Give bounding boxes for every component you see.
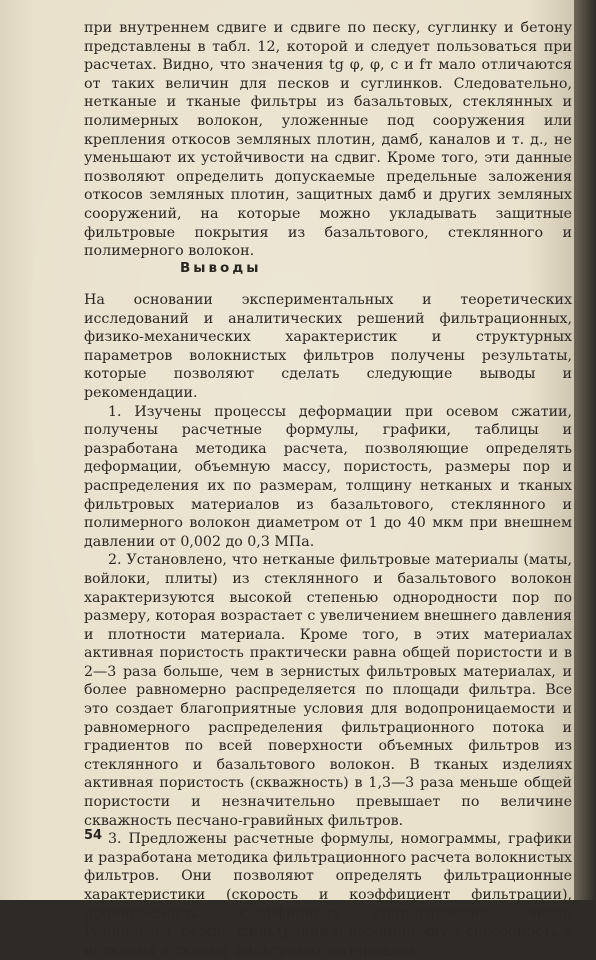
page-edge-shadow [574,0,596,900]
page-number: 54 [84,828,103,843]
intro-paragraph-block [84,19,572,261]
conclusions-block [84,291,572,960]
conclusion-item-2: 2. Установлено, что нетканые фильтровые материалы (маты, войлоки, плиты) из стеклянного и базальтового волокон характеризуются высокой степенью однородности пор по размеру, которая возрастает с увеличением внешнего давления и плотности материала. Кроме того, в этих материалах активная пористость практически равна общей пористости и в 2—3 раза больше, чем в зернистых фильтровых материалах, и более равномерно распределяется по площади фильтра. Все это создает благоприятные условия для водопроницаемости и равномерного распределения фильтрационного потока и градиентов по всей поверхности объемных фильтров из стеклянного и базальтового волокон. В тканых изделиях активная пористость (скважность) в 1,3—3 раза меньше общей пористости и незначительно превышает по величине скважность песчано-гравийных фильтров. [84,552,572,829]
intro-paragraph: при внутреннем сдвиге и сдвиге по песку, суглинку и бетону представлены в табл. 12, которой и следует пользоваться при расчетах. Видно, что значения tg φ, φ, c и fт мало отличаются от таких величин для песков и суглинков. Следовательно, нетканые и тканые фильтры из базальтовых, стеклянных и полимерных волокон, уложенные под сооружения или крепления откосов земляных плотин, дамб, каналов и т. д., не уменьшают их устойчивости на сдвиг. Кроме того, эти данные позволяют определить допускаемые предельные заложения откосов земляных плотин, защитных дамб и других земляных сооружений, на которые можно укладывать защитные фильтровые покрытия из базальтового, стеклянного и полимерного волокон. [84,20,572,260]
conclusion-item-3: 3. Предложены расчетные формулы, номограммы, графики и разработана методика фильтрационного расчета волокнистых фильтров. Они позволяют определять фильтрационные характеристики (скорость и коэффициент фильтрации), проницаемость, коэффициент сопротивления, число Рейнольдса, режим фильтрации и водоприемную способность в нетканых и тканых фильтровых материалах [84,831,572,959]
conclusion-item-1: 1. Изучены процессы деформации при осевом сжатии, получены расчетные формулы, графики, таблицы и разработана методика расчета, позволяющие определять деформации, объемную массу, пористость, размеры пор и распределения их по размерам, толщину нетканых и тканых фильтровых материалов из базальтового, стеклянного и полимерного волокон диаметром от 1 до 40 мкм при внешнем давлении от 0,002 до 0,3 МПа. [84,403,572,550]
conclusions-intro-paragraph: На основании экспериментальных и теоретических исследований и аналитических решений фильтрационных, физико-механических характеристик и структурных параметров волокнистых фильтров получены результаты, которые позволяют сделать следующие выводы и рекомендации. [84,292,572,401]
section-heading: Выводы [180,260,262,276]
